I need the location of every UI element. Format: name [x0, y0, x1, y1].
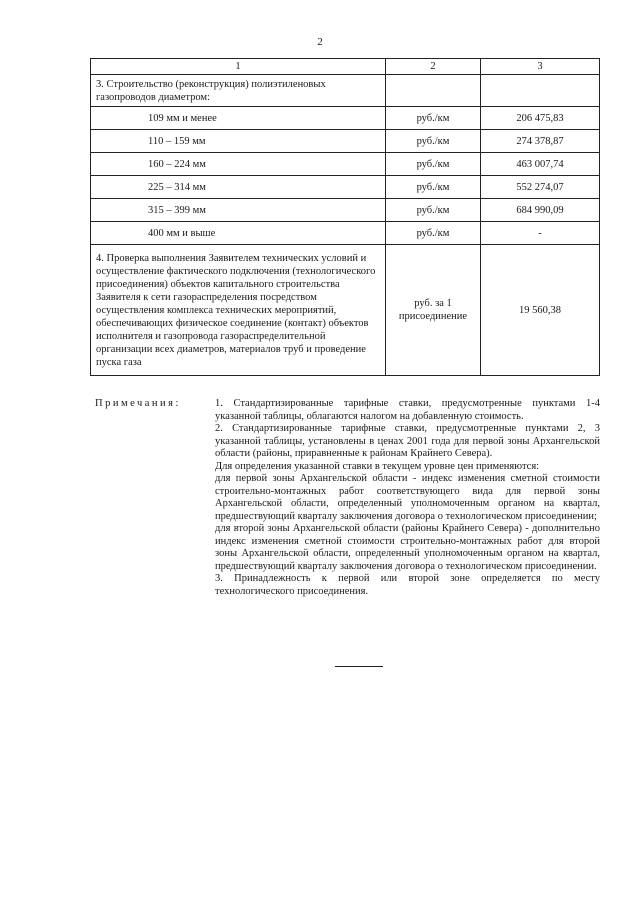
column-header: 1: [91, 59, 386, 75]
table-row: [91, 130, 600, 153]
notes-label: Примечания:: [95, 398, 181, 409]
notes-body: [215, 398, 600, 598]
unit-cell: руб./км: [386, 153, 481, 176]
table-row: [91, 176, 600, 199]
unit-cell: руб./км: [386, 222, 481, 245]
unit-cell: руб. за 1 присоединение: [386, 245, 481, 376]
value-cell: 684 990,09: [481, 199, 600, 222]
value-cell: 274 378,87: [481, 130, 600, 153]
diameter-cell: 110 – 159 мм: [91, 130, 386, 153]
column-header: 2: [386, 59, 481, 75]
note-paragraph: 1. Стандартизированные тарифные ставки, предусмотренные пунктами 1-4 указанной таблицы, облагаются налогом на добавленную стоимость.: [215, 398, 600, 422]
tariff-table: [90, 58, 600, 376]
unit-cell: руб./км: [386, 130, 481, 153]
unit-cell: руб./км: [386, 176, 481, 199]
note-paragraph: 3. Принадлежность к первой или второй зоне определяется по месту технологического присоединения.: [215, 573, 600, 597]
unit-cell: руб./км: [386, 199, 481, 222]
value-cell: -: [481, 222, 600, 245]
table-header-row: [91, 59, 600, 75]
diameter-cell: 160 – 224 мм: [91, 153, 386, 176]
end-divider: [335, 666, 383, 667]
note-paragraph: Для определения указанной ставки в текущем уровне цен применяются:: [215, 460, 540, 472]
note-paragraph: для первой зоны Архангельской области - индекс изменения сметной стоимости строительно-монтажных работ соответствующего вида для первой зоны Архангельской области, определенный уполномоченным органом на квартал, предшествующий кварталу заключения договора о технологическом присоединении;: [215, 473, 600, 522]
diameter-cell: 315 – 399 мм: [91, 199, 386, 222]
column-header: 3: [481, 59, 600, 75]
section-3-row: [91, 75, 600, 107]
table-row: [91, 199, 600, 222]
note-paragraph: 2. Стандартизированные тарифные ставки, предусмотренные пунктами 2, 3 указанной таблицы, установлены в ценах 2001 года для первой зоны Архангельской области (районы, приравненные к районам Крайнего Севера).: [215, 423, 600, 459]
page-number: 2: [317, 36, 323, 48]
diameter-cell: 225 – 314 мм: [91, 176, 386, 199]
section-4-description: 4. Проверка выполнения Заявителем технических условий и осуществление фактического подключения (технологического присоединения) объектов капитального строительства Заявителя к сети газораспределения посредством осуществления комплекса технических мероприятий, обеспечивающих физическое соединение (контакт) объектов исполнителя и газопровода газораспределительной организации всех диаметров, материалов труб и проведение пуска газа: [91, 245, 386, 376]
value-cell: 19 560,38: [481, 245, 600, 376]
unit-cell: руб./км: [386, 107, 481, 130]
table-row: [91, 222, 600, 245]
section-3-title: 3. Строительство (реконструкция) полиэтиленовых газопроводов диаметром:: [91, 75, 386, 107]
diameter-cell: 400 мм и выше: [91, 222, 386, 245]
value-cell: 206 475,83: [481, 107, 600, 130]
note-paragraph: для второй зоны Архангельской области (районы Крайнего Севера) - дополнительно индекс изменения сметной стоимости строительно-монтажных работ для второй зоны Архангельской области, определенный уполномоченным органом на квартал, предшествующий кварталу заключения договора о технологическом присоединении.: [215, 523, 600, 572]
value-cell: 463 007,74: [481, 153, 600, 176]
table-row: [91, 107, 600, 130]
table-row: [91, 153, 600, 176]
value-cell: 552 274,07: [481, 176, 600, 199]
section-4-row: [91, 245, 600, 376]
diameter-cell: 109 мм и менее: [91, 107, 386, 130]
